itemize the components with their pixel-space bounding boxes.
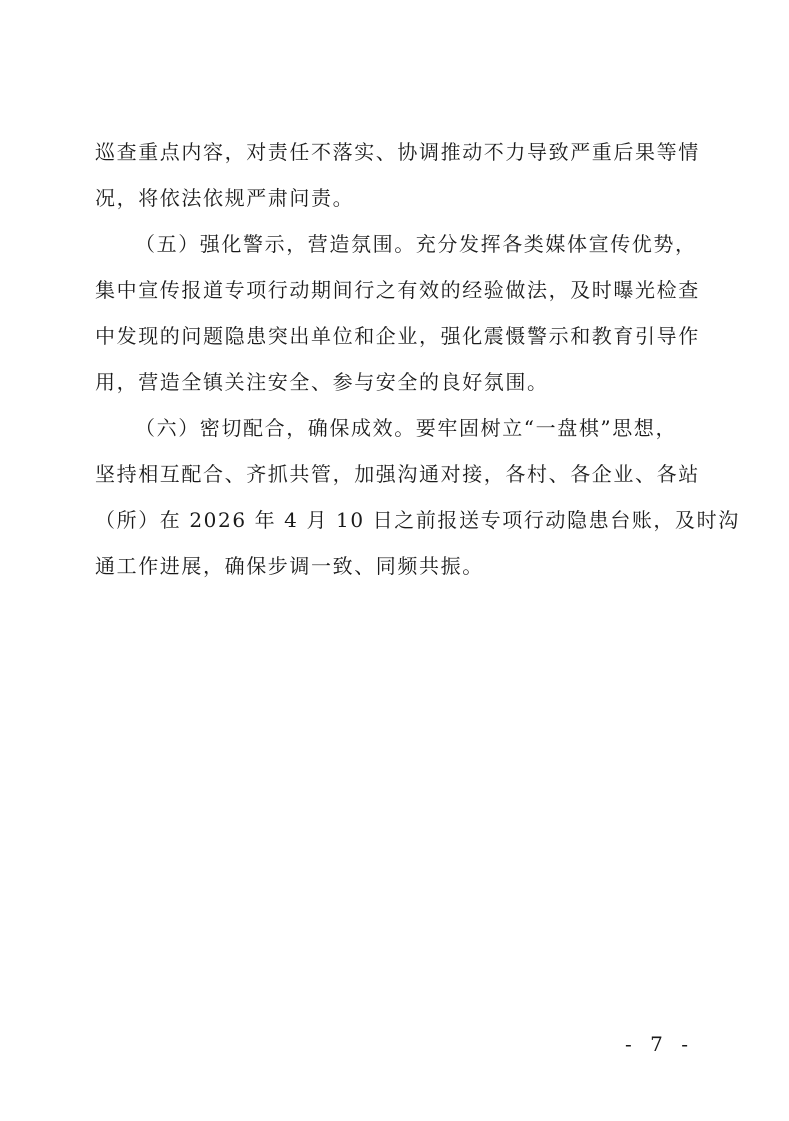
- text-line: 用，营造全镇关注安全、参与安全的良好氛围。: [95, 370, 549, 394]
- section-heading-line: （五）强化警示，营造氛围。充分发挥各类媒体宣传优势，: [135, 232, 697, 256]
- section-heading-line: （六）密切配合，确保成效。要牢固树立“一盘棋”思想，: [135, 416, 678, 440]
- text-line: （所）在 2026 年 4 月 10 日之前报送专项行动隐患台账，及时沟: [95, 508, 740, 532]
- page-number: - 7 -: [625, 1032, 694, 1056]
- text-line: 集中宣传报道专项行动期间行之有效的经验做法，及时曝光检查: [95, 278, 700, 302]
- text-line: 巡查重点内容，对责任不落实、协调推动不力导致严重后果等情: [95, 140, 700, 164]
- text-line: 况，将依法依规严肃问责。: [95, 186, 355, 210]
- body-text: [95, 129, 740, 589]
- text-line: 坚持相互配合、齐抓共管，加强沟通对接，各村、各企业、各站: [95, 462, 700, 486]
- text-line: 通工作进展，确保步调一致、同频共振。: [95, 554, 484, 578]
- text-line: 中发现的问题隐患突出单位和企业，强化震慑警示和教育引导作: [95, 324, 700, 348]
